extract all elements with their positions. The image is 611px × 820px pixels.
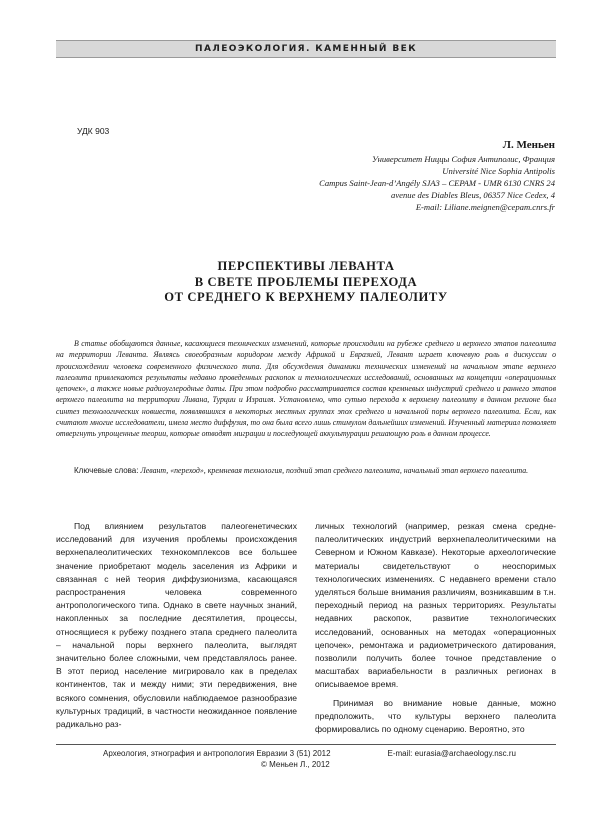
affiliation-line: avenue des Diables Bleus, 06357 Nice Cedex, 4 xyxy=(391,190,555,200)
page-footer xyxy=(56,748,556,770)
body-column-left xyxy=(56,520,297,731)
section-header: ПАЛЕОЭКОЛОГИЯ. КАМЕННЫЙ ВЕК xyxy=(56,40,556,58)
copyright: © Меньен Л., 2012 xyxy=(261,760,330,769)
journal-citation: Археология, этнография и антропология Евразии 3 (51) 2012 xyxy=(103,749,331,758)
affiliation-line: Université Nice Sophia Antipolis xyxy=(442,166,555,176)
body-paragraph: Принимая во внимание новые данные, можно предположить, что культуры верхнего палеолита формировались по одному сценарию. Вероятно, это xyxy=(315,697,556,735)
keywords-label: Ключевые слова: xyxy=(74,466,139,475)
body-column-right xyxy=(315,520,556,736)
keywords-text: Левант, «переход», кремневая технология, поздний этап среднего палеолита, начальный этап верхнего палеолита. xyxy=(140,466,529,475)
body-paragraph: Под влиянием результатов палеогенетических исследований для изучения проблемы происхождения верхнепалеолитических технокомплексов все большее значение приобретают модель заселения из Африки и связанная с ней теория диффузионизма, касающаяся распространения человека современного антропологического типа. Однако в свете научных знаний, накопленных за последние десятилетия, процессы, относящиеся к рубежу позднего этапа среднего палеолита – начальной поры верхнего палеолита, выглядят значительно более сложными, чем представлялось ранее. В этот период население мигрировало как в пределах континентов, так и между ними; эти передвижения, вне всякого сомнения, обусловили наблюдаемое разнообразие культурных традиций, в частности неожиданное появление радикально раз- xyxy=(56,521,297,730)
title-line: ОТ СРЕДНЕГО К ВЕРХНЕМУ ПАЛЕОЛИТУ xyxy=(164,290,448,304)
author-email: E-mail: Liliane.meignen@cepam.cnrs.fr xyxy=(415,202,555,212)
title-line: В СВЕТЕ ПРОБЛЕМЫ ПЕРЕХОДА xyxy=(194,274,418,289)
title-line: ПЕРСПЕКТИВЫ ЛЕВАНТА xyxy=(217,259,395,273)
author-name: Л. Меньен xyxy=(502,139,555,151)
udk-code: УДК 903 xyxy=(77,126,110,136)
footer-divider xyxy=(56,744,556,745)
abstract: В статье обобщаются данные, касающиеся технических изменений, которые происходили на рубеже среднего и верхнего этапов палеолита на территории Леванта. Являясь своеобразным коридором между Африкой и Евразией, Левант играет ключевую роль в дискуссии о происхождении человека современного физического типа. Для обсуждения динамики технических изменений на начальном этапе верхнего палеолита привлекаются результаты недавно проведенных раскопок и технологических исследований, основанных на концепции «операционных цепочек», а также новые радиоуглеродные даты. При этом подробно рассматривается состав кремневых индустрий среднего и раннего этапов верхнего палеолита на территории Ливана, Турции и Израиля. Установлено, что сутью перехода к верхнему палеолиту в данном регионе был синтез технологических новшеств, появлявшихся в некоторых местных группах эпох среднего и начальной поры верхнего палеолита. Если, как считают многие исследователи, имела место диффузия, то она была всего лишь стимулом дальнейших изменений. Изученный материал позволяет отвергнуть упрощенные теории, которые отводят миграции и последующей аккультурации решающую роль в данном процессе. xyxy=(56,339,556,439)
author-block xyxy=(135,137,555,213)
article-title xyxy=(56,259,556,306)
keywords xyxy=(56,465,556,476)
affiliation-line: Campus Saint-Jean-d’Angély SJA3 – CEPAM - UMR 6130 CNRS 24 xyxy=(319,178,555,188)
affiliation-line: Университет Ниццы София Антиполис, Франция xyxy=(372,154,555,164)
body-paragraph: личных технологий (например, резкая смена среднепалеолитических индустрий верхнепалеолитическими на Северном и Южном Кавказе). Некоторые археологические материалы свидетельствуют о неоспоримых технологических изменениях. С недавнего времени стало уделяться больше внимания различиям, возникавшим в т.н. переходный период на разных территориях. Результаты недавних раскопок, развитие технологических исследований, основанных на методах «операционных цепочек», ремонтажа и радиометрического датирования, позволили получить более точное представление о масштабах вариабельности в различных регионах в описываемое время. xyxy=(315,521,556,690)
journal-email: E-mail: eurasia@archaeology.nsc.ru xyxy=(387,749,516,758)
